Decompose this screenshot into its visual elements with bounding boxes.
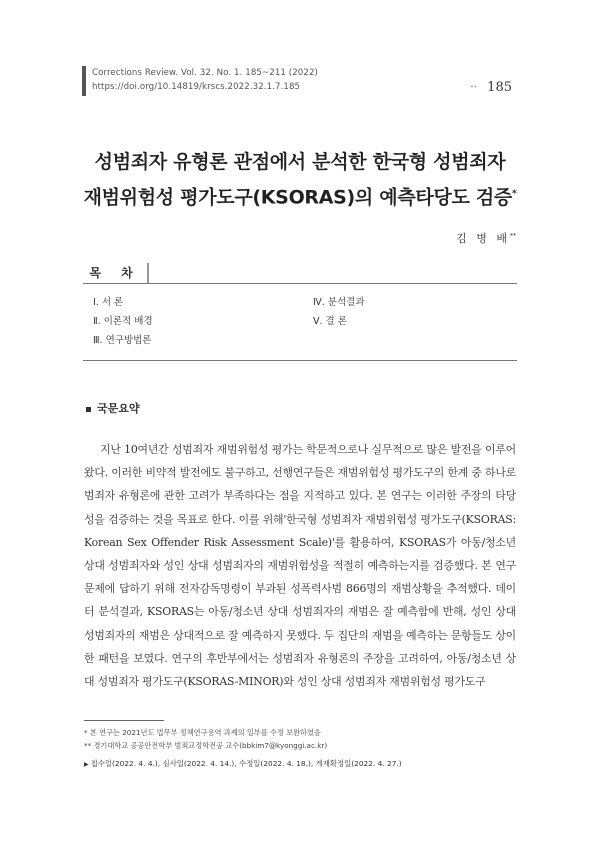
abstract-heading: [86, 400, 140, 416]
header-accent-bar: [82, 66, 86, 96]
toc-item[interactable]: Ⅴ. 결 론: [313, 316, 347, 327]
title-line-1: 성범죄자 유형론 관점에서 분석한 한국형 성범죄자: [94, 151, 506, 173]
toc-left-column: [93, 293, 153, 350]
author-name: 김 병 배: [456, 232, 510, 245]
page-dots: ••: [470, 84, 478, 91]
doi-link[interactable]: https://doi.org/10.14819/krscs.2022.32.1.7.185: [92, 82, 301, 92]
title-line-2: [60, 178, 540, 213]
page-number-block: [470, 80, 512, 95]
author-footnote-mark: **: [510, 232, 516, 240]
paper-title: [60, 146, 540, 213]
author: [456, 230, 516, 246]
toc-bottom-rule: [83, 360, 517, 361]
toc-label-divider: [147, 263, 149, 283]
title-line-2-text: 재범위험성 평가도구(KSORAS)의 예측타당도 검증: [83, 186, 512, 209]
abstract-body: [84, 438, 516, 693]
page-number: 185: [487, 80, 512, 95]
toc-top-rule: [83, 283, 517, 284]
received-dates-text: 접수일(2022. 4. 4.), 심사일(2022. 4. 14.), 수정일(2022. 4. 18.), 게재확정일(2022. 4. 27.): [90, 759, 402, 768]
toc-item[interactable]: Ⅳ. 분석결과: [313, 297, 365, 308]
triangle-bullet-icon: ▶: [84, 761, 89, 768]
abstract-heading-text: 국문요약: [97, 402, 140, 415]
square-bullet-icon: [86, 407, 91, 412]
toc-item[interactable]: Ⅱ. 이론적 배경: [93, 316, 153, 327]
title-footnote-mark: *: [512, 189, 517, 199]
footnote-1: * 본 연구는 2021년도 법무부 정책연구용역 과제의 일부를 수정 보완하였음: [84, 728, 321, 737]
footnote-divider: [84, 720, 164, 721]
table-of-contents: [83, 263, 517, 361]
toc-item[interactable]: Ⅲ. 연구방법론: [93, 335, 152, 346]
toc-item[interactable]: Ⅰ. 서 론: [93, 297, 124, 308]
received-dates: [84, 758, 402, 769]
abstract-text: 지난 10여년간 성범죄자 재범위험성 평가는 학문적으로나 실무적으로 많은 발전을 이루어 왔다. 이러한 비약적 발전에도 불구하고, 선행연구들은 재범위험성 평가도구의 한계 중 하나로 범죄자 유형론에 관한 고려가 부족하다는 점을 지적하고 있다. 본 연구는 이러한 주장의 타당성을 검증하는 것을 목표로 한다. 이를 위해'한국형 성범죄자 재범위험성 평가도구(KSORAS: Korean Sex Offender Risk Assessment Scale)'를 활용하여, KSORAS가 아동/청소년 상대 성범죄자와 성인 상대 성범죄자의 재범위험성을 적절히 예측하는지를 검증했다. 본 연구문제에 답하기 위해 전자감독명령이 부과된 성폭력사범 866명의 재범상황을 추적했다. 데이터 분석결과, KSORAS는 아동/청소년 상대 성범죄자의 재범은 잘 예측함에 반해, 성인 상대 성범죄자의 재범은 상대적으로 잘 예측하지 못했다. 두 집단의 재범을 예측하는 문항들도 상이한 패턴을 보였다. 연구의 후반부에서는 성범죄자 유형론의 주장을 고려하여, 아동/청소년 상대 성범죄자 평가도구(KSORAS-MINOR)와 성인 상대 성범죄자 재범위험성 평가도구: [84, 443, 516, 689]
footnote-2: ** 경기대학교 공공안전학부 범죄교정학전공 교수(bbkim7@kyonggi.ac.kr): [84, 741, 328, 750]
toc-right-column: [313, 293, 365, 331]
toc-label: 목 차: [89, 266, 141, 280]
journal-citation: Corrections Review. Vol. 32. No. 1. 185~211 (2022): [92, 68, 318, 78]
